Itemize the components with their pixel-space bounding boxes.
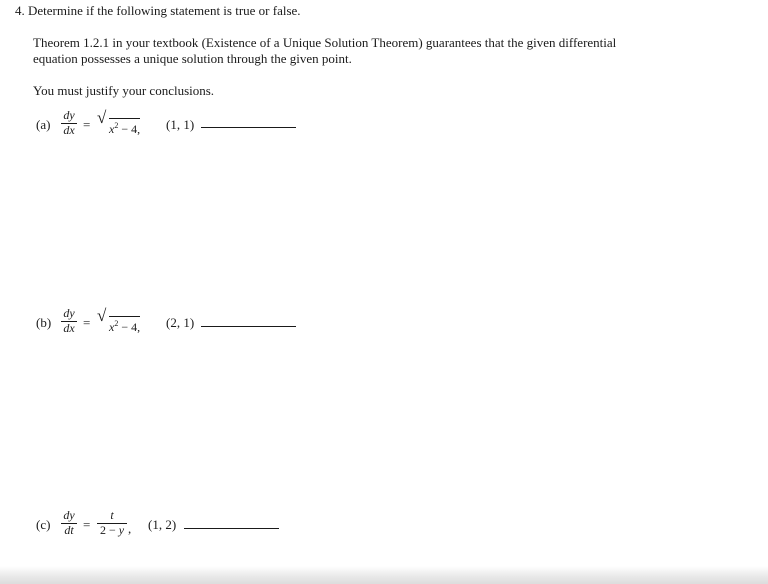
comma: , <box>128 521 132 536</box>
part-a-point: (1, 1) <box>166 117 195 132</box>
radicand-variable: x <box>109 320 115 334</box>
part-b-numerator: dy <box>63 306 75 320</box>
part-c-point: (1, 2) <box>148 517 177 532</box>
part-c-rhs-numerator: t <box>110 508 114 522</box>
part-b-label: (b) <box>36 315 52 330</box>
part-b-denominator: dx <box>63 321 75 335</box>
sqrt-icon: √ <box>97 108 107 127</box>
part-a-numerator: dy <box>63 108 75 122</box>
radicand-rest: − 4, <box>118 122 141 136</box>
rhs-denominator-variable: y <box>118 523 125 537</box>
equals-sign: = <box>83 315 91 330</box>
part-c <box>0 507 768 547</box>
sqrt-icon: √ <box>97 306 107 325</box>
part-c-rhs-denominator <box>96 524 128 537</box>
equals-sign: = <box>83 517 91 532</box>
part-b-point: (2, 1) <box>166 315 195 330</box>
part-c-answer-blank[interactable] <box>184 528 279 529</box>
radicand-variable: x <box>109 122 115 136</box>
part-a-radicand <box>109 118 140 136</box>
part-b-radicand <box>109 316 140 334</box>
radicand-exponent: 2 <box>114 319 119 328</box>
instruction-text: You must justify your conclusions. <box>33 83 215 98</box>
part-c-label: (c) <box>36 517 51 532</box>
part-c-numerator: dy <box>63 508 75 522</box>
intro-line-2: equation possesses a unique solution through the given point. <box>33 51 352 66</box>
part-c-denominator: dt <box>64 523 74 537</box>
radicand-exponent: 2 <box>114 121 119 130</box>
part-a-denominator: dx <box>63 123 75 137</box>
page-bottom-edge <box>0 566 768 584</box>
part-b <box>0 305 768 345</box>
part-a <box>0 107 768 147</box>
part-a-answer-blank[interactable] <box>201 127 296 128</box>
equals-sign: = <box>83 117 91 132</box>
radicand-rest: − 4, <box>118 320 141 334</box>
part-a-label: (a) <box>36 117 51 132</box>
part-b-answer-blank[interactable] <box>201 326 296 327</box>
question-header: 4. Determine if the following statement is true or false. <box>15 3 301 18</box>
intro-line-1: Theorem 1.2.1 in your textbook (Existence of a Unique Solution Theorem) guarantees that the given differential <box>33 35 617 50</box>
rhs-denominator-constant: 2 − <box>99 523 119 537</box>
